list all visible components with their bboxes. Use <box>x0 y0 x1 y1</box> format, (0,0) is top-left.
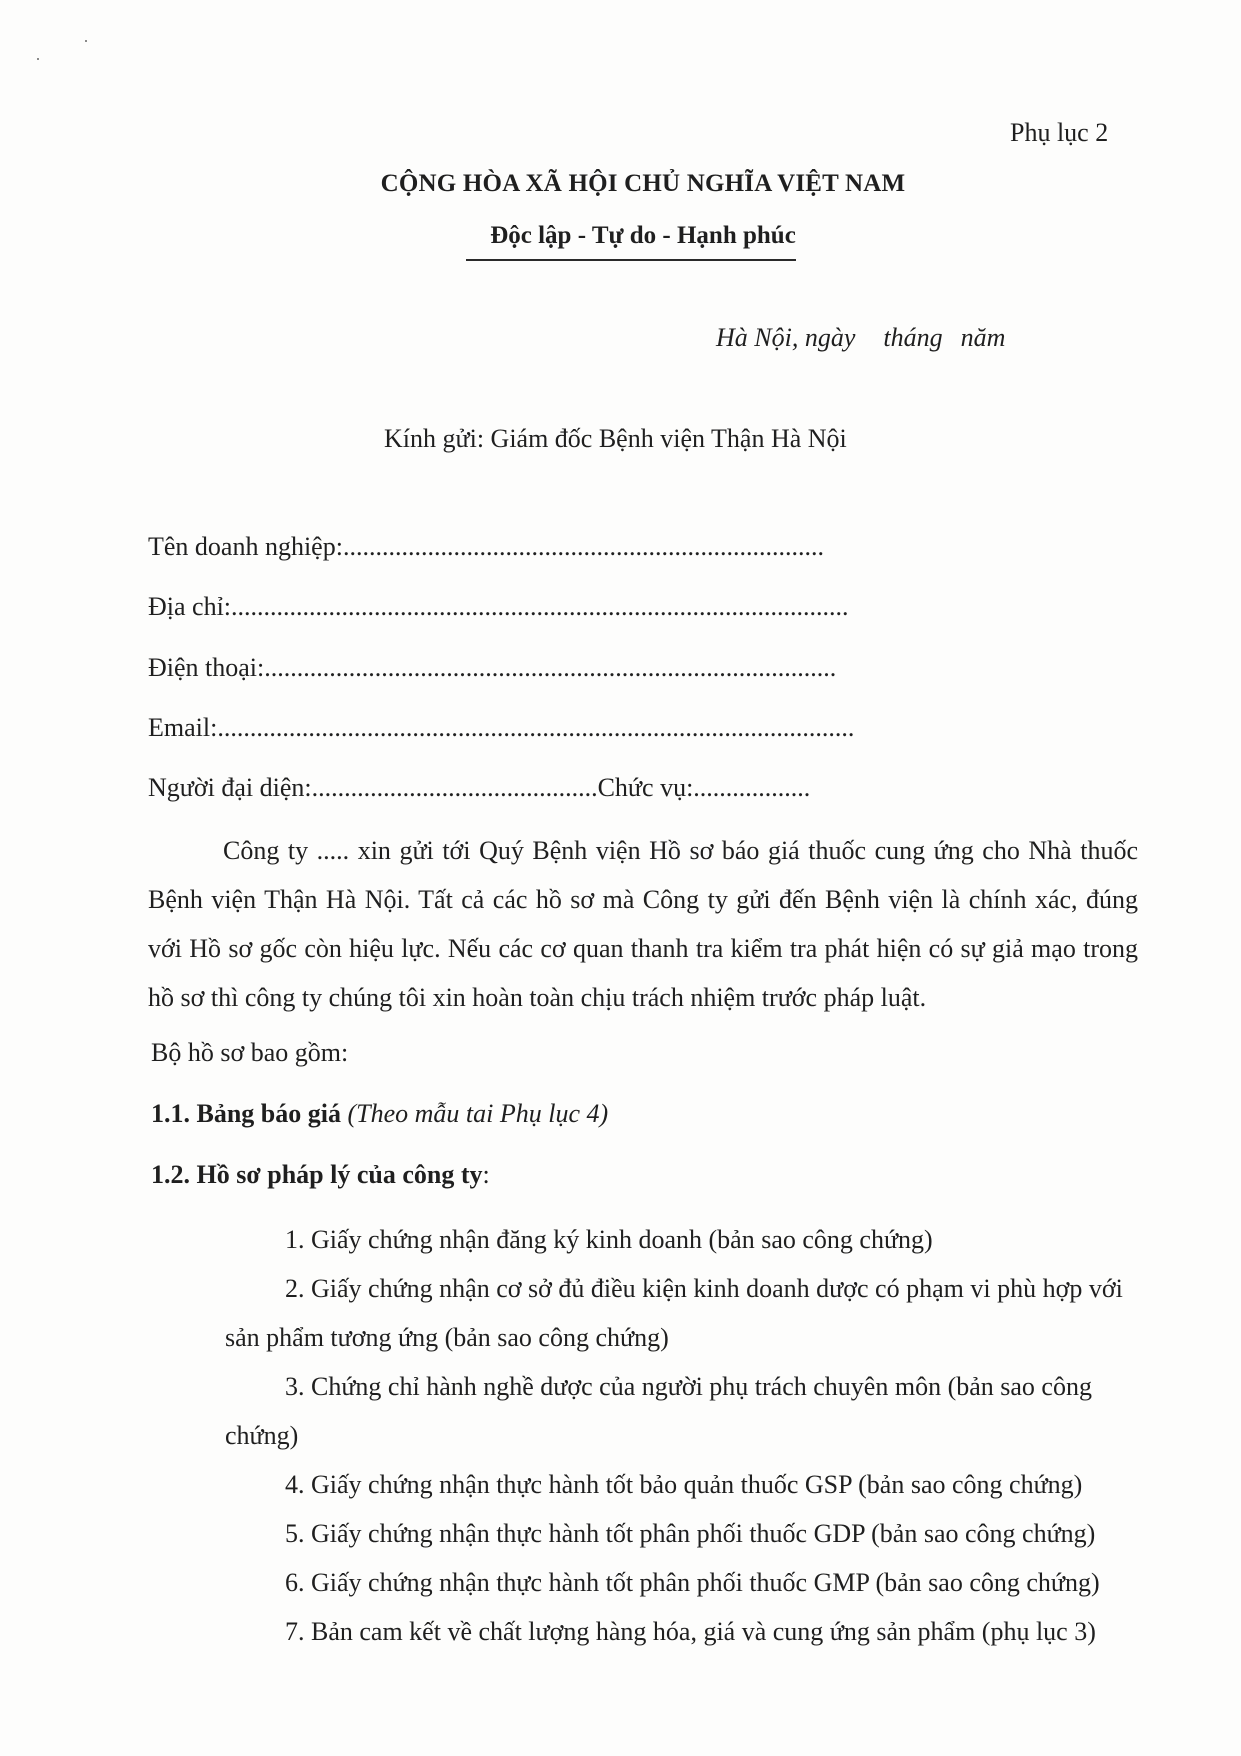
list-item: 2. Giấy chứng nhận cơ sở đủ điều kiện kinh doanh dược có phạm vi phù hợp với sản phẩm tương ứng (bản sao công chứng) <box>225 1274 1123 1352</box>
section-1-2-title: 1.2. Hồ sơ pháp lý của công ty <box>151 1160 483 1189</box>
list-item: 7. Bản cam kết về chất lượng hàng hóa, giá và cung ứng sản phẩm (phụ lục 3) <box>285 1617 1096 1646</box>
list-item: 4. Giấy chứng nhận thực hành tốt bảo quản thuốc GSP (bản sao công chứng) <box>285 1470 1083 1499</box>
phone-field: Điện thoại:........................................................................................ <box>148 653 837 682</box>
section-1-2-colon: : <box>482 1160 490 1189</box>
dateline-year: năm <box>960 323 1006 352</box>
declaration-paragraph <box>148 826 1138 1022</box>
motto-heading: Độc lập - Tự do - Hạnh phúc <box>490 222 796 249</box>
motto-underline <box>466 259 796 261</box>
dateline-month: tháng <box>883 323 943 352</box>
list-item: 6. Giấy chứng nhận thực hành tốt phân phối thuốc GMP (bản sao công chứng) <box>285 1568 1100 1597</box>
scan-speck <box>85 40 87 42</box>
dateline-place-day: Hà Nội, ngày <box>716 323 856 352</box>
section-1-1-note: (Theo mẫu tai Phụ lục 4) <box>347 1099 609 1128</box>
scan-speck <box>37 58 39 60</box>
representative-field: Người đại diện:............................................Chức vụ:.................. <box>148 773 811 802</box>
list-item: 3. Chứng chỉ hành nghề dược của người phụ trách chuyên môn (bản sao công chứng) <box>225 1372 1092 1450</box>
documents-list <box>225 1215 1145 1656</box>
section-1-1 <box>151 1099 608 1129</box>
list-item: 5. Giấy chứng nhận thực hành tốt phân phối thuốc GDP (bản sao công chứng) <box>285 1519 1096 1548</box>
section-1-2 <box>151 1160 490 1190</box>
addressee-line: Kính gửi: Giám đốc Bệnh viện Thận Hà Nội <box>384 424 847 453</box>
section-1-1-title: 1.1. Bảng báo giá <box>151 1099 341 1128</box>
appendix-label: Phụ lục 2 <box>1010 118 1109 147</box>
dateline <box>716 323 1005 353</box>
dossier-intro: Bộ hồ sơ bao gồm: <box>151 1038 349 1067</box>
list-item: 1. Giấy chứng nhận đăng ký kinh doanh (bản sao công chứng) <box>285 1225 933 1254</box>
company-name-field: Tên doanh nghiệp:.......................................................................... <box>148 532 824 561</box>
address-field: Địa chỉ:............................................................................................... <box>148 592 849 621</box>
country-heading: CỘNG HÒA XÃ HỘI CHỦ NGHĨA VIỆT NAM <box>380 170 906 197</box>
email-field: Email:.................................................................................................. <box>148 713 855 742</box>
declaration-text: Công ty ..... xin gửi tới Quý Bệnh viện Hồ sơ báo giá thuốc cung ứng cho Nhà thuốc Bệnh viện Thận Hà Nội. Tất cả các hồ sơ mà Công ty gửi đến Bệnh viện là chính xác, đúng với Hồ sơ gốc còn hiệu lực. Nếu các cơ quan thanh tra kiểm tra phát hiện có sự giả mạo trong hồ sơ thì công ty chúng tôi xin hoàn toàn chịu trách nhiệm trước pháp luật. <box>148 836 1138 1012</box>
